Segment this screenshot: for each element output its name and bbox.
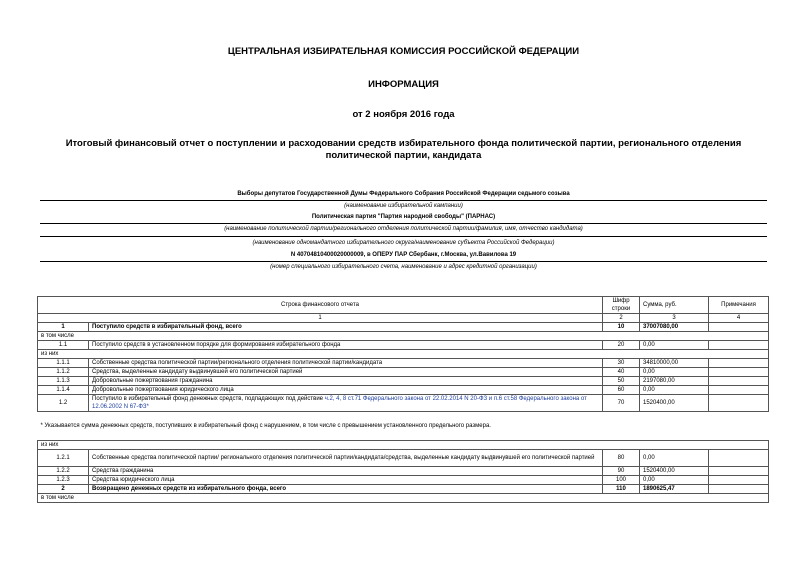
divider (40, 200, 767, 201)
col-num: 1 (38, 314, 603, 323)
account-caption: (номер специального избирательного счета, наименование и адрес кредитной организации) (270, 264, 537, 270)
table-footnote-row (38, 412, 769, 441)
table-row (38, 323, 769, 332)
row-note (709, 450, 769, 467)
row-sum: 0,00 (640, 368, 709, 377)
row-code: 100 (603, 476, 640, 485)
row-label: Поступило средств в избирательный фонд, всего (89, 323, 603, 332)
section-label: из них (38, 441, 769, 450)
row-label: Добровольные пожертвования гражданина (89, 377, 603, 386)
party-caption: (наименование политической партии/регионального отделения политической партии/фамилия, имя, отчество кандидата) (224, 226, 583, 232)
doc-date: от 2 ноября 2016 года (352, 109, 455, 120)
district-caption: (наименование одномандатного избирательного округа/наименование субъекта Российской Федерации) (252, 240, 555, 246)
party-name: Политическая партия "Партия народной свободы" (ПАРНАС) (311, 214, 496, 220)
row-number: 1 (38, 323, 89, 332)
row-note (709, 395, 769, 412)
account-number: N 40704810400020000009, в ОПЕРУ ПАР Сбербанк, г.Москва, ул.Вавилова 19 (290, 252, 517, 258)
row-number: 1.1.2 (38, 368, 89, 377)
row-code: 60 (603, 386, 640, 395)
row-code: 10 (603, 323, 640, 332)
table-row (38, 467, 769, 476)
row-label: Средства гражданина (89, 467, 603, 476)
row-sum: 1520400,00 (640, 467, 709, 476)
row-label (89, 395, 603, 412)
section-label: в том числе (38, 494, 769, 503)
row-code: 50 (603, 377, 640, 386)
col-num: 4 (709, 314, 769, 323)
org-title: ЦЕНТРАЛЬНАЯ ИЗБИРАТЕЛЬНАЯ КОМИССИЯ РОССИЙСКОЙ ФЕДЕРАЦИИ (227, 46, 580, 57)
doc-type: ИНФОРМАЦИЯ (368, 79, 439, 90)
divider (40, 236, 767, 237)
row-note (709, 341, 769, 350)
row-sum: 2197080,00 (640, 377, 709, 386)
campaign-caption: (наименование избирательной кампании) (344, 203, 463, 209)
row-number: 1.1.3 (38, 377, 89, 386)
row-code: 30 (603, 359, 640, 368)
row-label: Добровольные пожертвования юридического лица (89, 386, 603, 395)
row-note (709, 467, 769, 476)
row-note (709, 485, 769, 494)
table-row (38, 341, 769, 350)
table-row (38, 359, 769, 368)
table-header-num-row (38, 314, 769, 323)
row-code: 20 (603, 341, 640, 350)
divider (40, 223, 767, 224)
table-row (38, 476, 769, 485)
row-code: 70 (603, 395, 640, 412)
row-number: 1.2.2 (38, 467, 89, 476)
row-note (709, 359, 769, 368)
row-note (709, 368, 769, 377)
table-section-row (38, 494, 769, 503)
table-row (38, 395, 769, 412)
table-section-row (38, 350, 769, 359)
col-header-notes: Примечания (709, 297, 769, 314)
financial-report-table (37, 296, 769, 503)
row-label: Средства юридического лица (89, 476, 603, 485)
table-row (38, 450, 769, 467)
row-sum: 34810000,00 (640, 359, 709, 368)
table-row (38, 386, 769, 395)
row-sum: 1520400,00 (640, 395, 709, 412)
row-number: 1.2 (38, 395, 89, 412)
row-sum: 37007080,00 (640, 323, 709, 332)
row-label: Возвращено денежных средств из избирательного фонда, всего (89, 485, 603, 494)
row-sum: 0,00 (640, 386, 709, 395)
row-label-text: Собственные средства политической партии/ регионального отделения политической партии/кандидата/средства, выделенные кандидату выдвинувшей его политической партией (92, 455, 595, 461)
row-number: 1.1.1 (38, 359, 89, 368)
row-code: 110 (603, 485, 640, 494)
section-label: из них (38, 350, 769, 359)
row-code: 40 (603, 368, 640, 377)
table-row (38, 485, 769, 494)
campaign-name: Выборы депутатов Государственной Думы Федерального Собрания Российской Федерации седьмого созыва (237, 191, 570, 197)
col-header-sum: Сумма, руб. (640, 297, 709, 314)
row-sum: 0,00 (640, 450, 709, 467)
row-number: 2 (38, 485, 89, 494)
row-code: 90 (603, 467, 640, 476)
row-sum: 1890625,47 (640, 485, 709, 494)
col-header-line: Строка финансового отчета (38, 297, 603, 314)
row-note (709, 323, 769, 332)
table-row (38, 368, 769, 377)
row-note (709, 377, 769, 386)
row-sum: 0,00 (640, 476, 709, 485)
report-title: Итоговый финансовый отчет о поступлении и расходовании средств избирательного фонда политической партии, регионального отделения политической партии, кандидата (65, 138, 742, 161)
footnote-text: * Указывается сумма денежных средств, поступивших в избирательный фонд с нарушением, в том числе с превышением установленного предельного размера. (38, 412, 769, 441)
row-label-text: Поступило в избирательный фонд денежных средств, подпадающих под действие (92, 396, 325, 402)
row-code: 80 (603, 450, 640, 467)
table-row (38, 377, 769, 386)
table-section-row (38, 441, 769, 450)
row-number: 1.1.4 (38, 386, 89, 395)
table-section-row (38, 332, 769, 341)
row-number: 1.2.1 (38, 450, 89, 467)
col-num: 3 (640, 314, 709, 323)
row-number: 1.1 (38, 341, 89, 350)
row-sum: 0,00 (640, 341, 709, 350)
row-note (709, 386, 769, 395)
row-label: Поступило средств в установленном порядке для формирования избирательного фонда (89, 341, 603, 350)
row-number: 1.2.3 (38, 476, 89, 485)
row-label: Средства, выделенные кандидату выдвинувшей его политической партией (89, 368, 603, 377)
col-header-code: Шифр строки (603, 297, 640, 314)
row-note (709, 476, 769, 485)
row-label (89, 450, 603, 467)
section-label: в том числе (38, 332, 769, 341)
table-header-row (38, 297, 769, 314)
law-reference-link[interactable]: ч.2, 4, 8 ст.71 Федерального закона от 22.02.2014 N 20-ФЗ и п.6 ст.58 Федерального закона от 12.06.2002 N 67-ФЗ* (92, 396, 587, 410)
row-label: Собственные средства политической партии/регионального отделения политической партии/кандидата (89, 359, 603, 368)
col-num: 2 (603, 314, 640, 323)
divider (40, 261, 767, 262)
